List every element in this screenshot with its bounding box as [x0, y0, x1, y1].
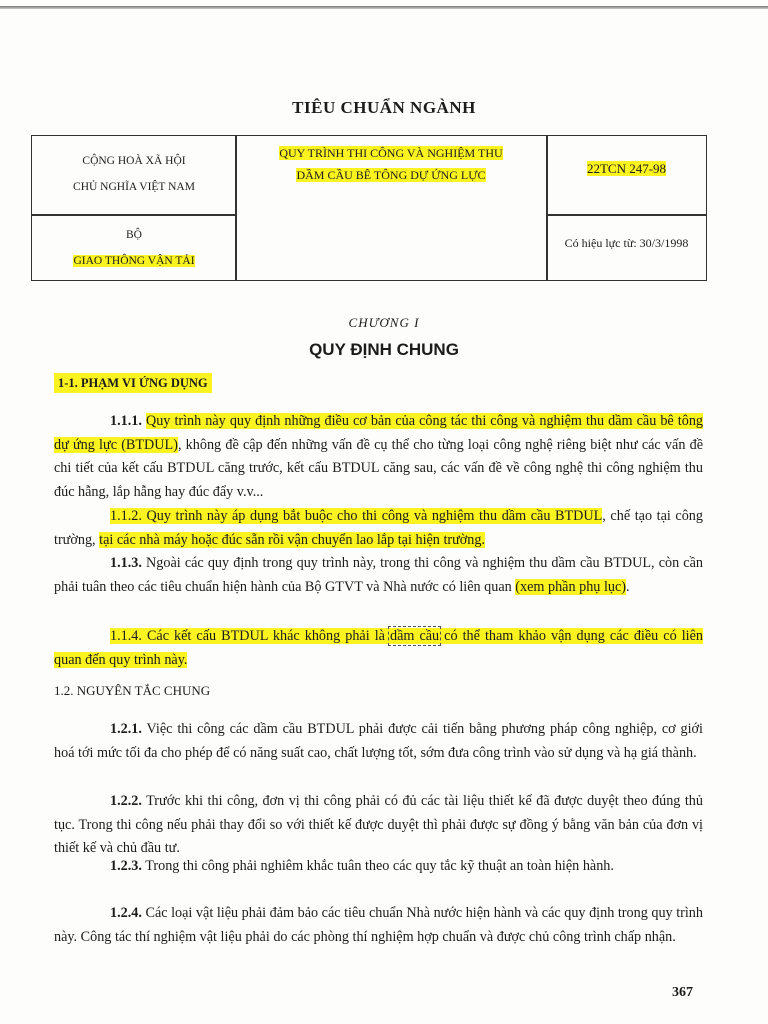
para-number: 1.1.1. — [110, 413, 142, 429]
para-number: 1.2.2. — [110, 793, 142, 809]
paragraph-1-2-4 — [54, 902, 703, 949]
highlighted-text: tại các nhà máy hoặc đúc sẵn rồi vận chuyển lao lắp tại hiện trường. — [99, 531, 486, 548]
paragraph-1-1-4 — [54, 625, 703, 672]
header-title-cell — [236, 142, 546, 186]
chapter-title: QUY ĐỊNH CHUNG — [309, 340, 459, 359]
chapter-label: CHƯƠNG I — [348, 315, 420, 330]
para-text: , không đề cập đến những vấn đề cụ thể cho từng loại công nghệ riêng biệt như các vấn đề chi tiết của kết cấu BTDUL căng trước, kết cấu BTDUL căng sau, các vấn đề về công nghệ thi công nghiệm thu đúc hẫng, lắp hẫng hay đúc đẩy v.v... — [54, 436, 704, 500]
para-text: Các loại vật liệu phải đảm bảo các tiêu chuẩn Nhà nước hiện hành và các quy định trong quy trình này. Công tác thí nghiệm vật liệu phải do các phòng thí nghiệm hợp chuẩn và được chủ công trình chấp nhận. — [54, 905, 703, 945]
scan-top-edge — [0, 6, 768, 9]
para-number: 1.2.1. — [110, 721, 142, 737]
paragraph-1-1-2 — [54, 505, 703, 552]
header-ministry-line1: BỘ — [126, 229, 142, 241]
header-code-cell — [547, 156, 706, 182]
standard-code: 22TCN 247-98 — [586, 161, 667, 176]
para-number: 1.1.3. — [110, 555, 142, 571]
header-country-line2: CHỦ NGHĨA VIỆT NAM — [73, 181, 195, 193]
para-text: Việc thi công các dầm cầu BTDUL phải được cải tiến bằng phương pháp công nghiệp, cơ giới hoá tới mức tối đa cho phép để có năng suất cao, chất lượng tốt, sớm đưa công trình vào sử dụng và hạ giá thành. — [54, 721, 703, 761]
para-text: Ngoài các quy định trong quy trình này, trong thi công và nghiệm thu dầm cầu BTDUL, còn cần phải tuân theo các tiêu chuẩn hiện hành của Bộ GTVT và Nhà nước có liên quan — [54, 555, 703, 595]
para-text: Trong thi công phải nghiêm khắc tuân theo các quy tắc kỹ thuật an toàn hiện hành. — [141, 858, 614, 874]
para-number: 1.2.3. — [110, 858, 142, 874]
section-2-heading: 1.2. NGUYÊN TẮC CHUNG — [54, 683, 211, 698]
highlighted-text: Quy trình này quy định những điều cơ bản của công tác thi công và nghiệm thu dầm cầu bê tông dự ứng lực (BTDUL) — [54, 413, 704, 453]
document-header-title: TIÊU CHUẨN NGÀNH — [292, 98, 476, 117]
para-text: . — [626, 578, 630, 595]
effective-date-cell — [547, 230, 706, 256]
highlighted-text: có thể tham khảo vận dụng các điều có liên quan đến quy trình này. — [54, 628, 703, 668]
section-1-heading-text: 1-1. PHẠM VI ỨNG DỤNG — [54, 373, 212, 393]
table-divider — [32, 214, 236, 216]
header-ministry-line2: GIAO THÔNG VẬN TẢI — [73, 255, 195, 267]
highlighted-text: 1.1.2. Quy trình này áp dụng bắt buộc cho thi công và nghiệm thu dầm cầu BTDUL — [110, 508, 603, 524]
paragraph-1-2-3 — [54, 855, 703, 879]
header-table — [31, 135, 707, 281]
paragraph-1-1-1 — [54, 410, 703, 504]
header-ministry-cell — [32, 222, 236, 274]
paragraph-1-1-3 — [54, 552, 703, 599]
header-country-line1: CỘNG HOÀ XÃ HỘI — [82, 155, 186, 167]
header-doc-title-line1: QUY TRÌNH THI CÔNG VÀ NGHIỆM THU — [279, 146, 503, 160]
para-text: Trước khi thi công, đơn vị thi công phải có đủ các tài liệu thiết kế đã được duyệt theo đúng thủ tục. Trong thi công nếu phải thay đổi so với thiết kế được duyệt thì phải được sự đồng ý bằng văn bản của đơn vị thiết kế và chủ đầu tư. — [54, 793, 703, 856]
paragraph-1-2-2 — [54, 790, 703, 861]
highlighted-text: 1.1.4. Các kết cấu BTDUL khác không phải là — [110, 628, 390, 644]
section-1-heading — [54, 376, 212, 391]
para-number: 1.2.4. — [110, 905, 142, 921]
highlighted-text: (xem phần phụ lục) — [515, 578, 627, 595]
page-number: 367 — [672, 985, 693, 1000]
effective-date: Có hiệu lực từ: 30/3/1998 — [564, 236, 689, 250]
para-text: , chế tạo tại công trường, — [54, 508, 703, 548]
table-divider — [546, 214, 706, 216]
paragraph-1-2-1 — [54, 718, 703, 765]
header-country-cell — [32, 148, 236, 200]
header-doc-title-line2: DẦM CẦU BÊ TÔNG DỰ ỨNG LỰC — [296, 168, 486, 182]
selection-box: dầm cầu — [389, 628, 440, 644]
